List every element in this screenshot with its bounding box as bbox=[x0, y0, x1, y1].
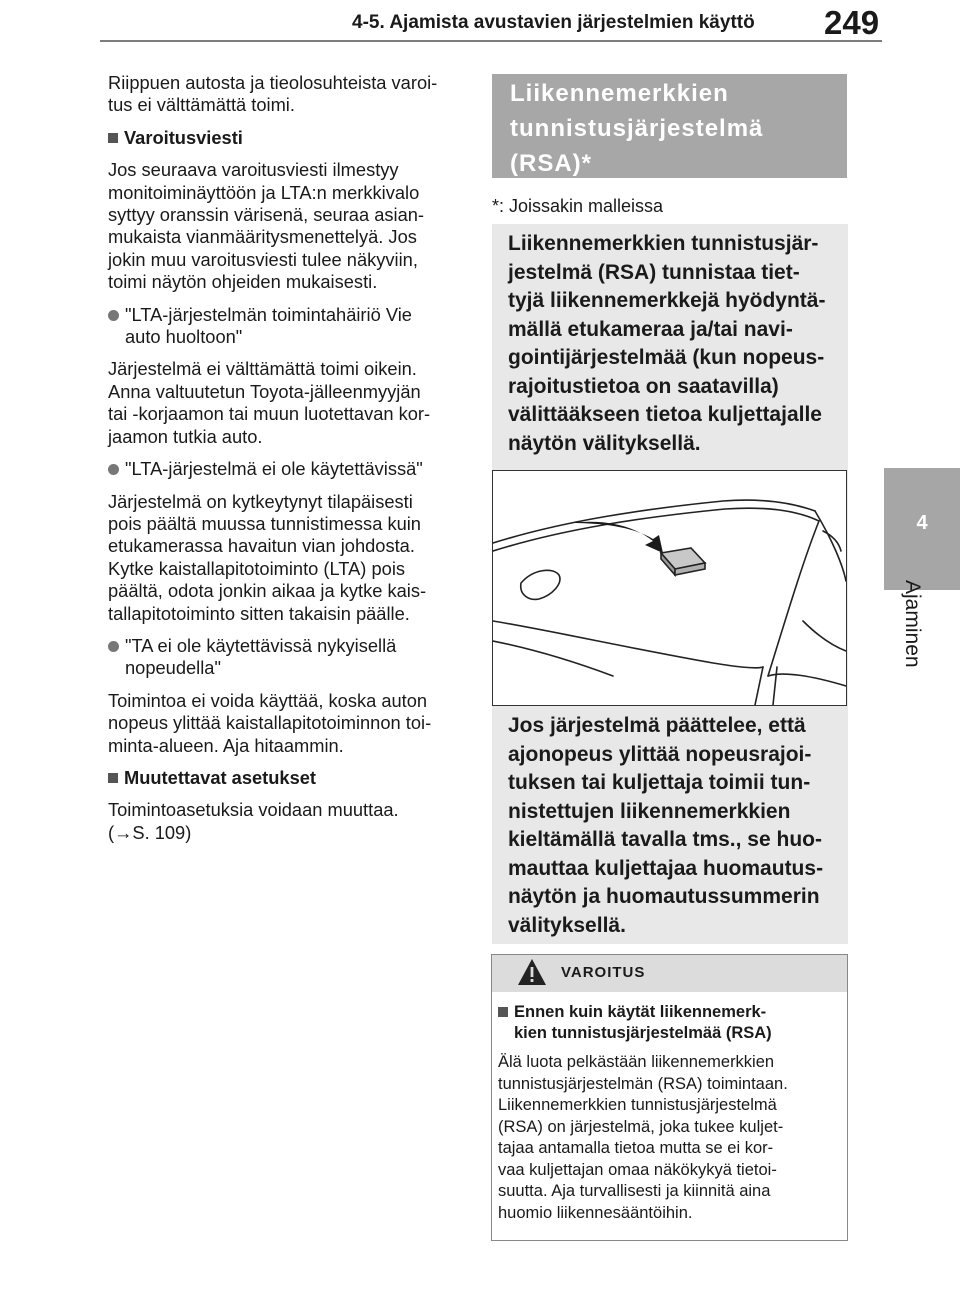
intro-paragraph: Riippuen autosta ja tieolosuhteista varoi- tus ei välttämättä toimi. bbox=[108, 72, 438, 116]
message-text: "TA ei ole käytettävissä nykyisellä nopeudella" bbox=[125, 634, 397, 679]
message-item bbox=[108, 458, 470, 480]
footnote: *: Joissakin malleissa bbox=[492, 196, 664, 216]
warning-title: VAROITUS bbox=[561, 964, 646, 981]
left-column bbox=[108, 72, 470, 854]
subheading-settings bbox=[108, 767, 470, 789]
section-title: Liikennemerkkien tunnistusjärjestelmä (RSA)* bbox=[510, 80, 764, 177]
paragraph: Järjestelmä on kytkeytynyt tilapäisesti pois päältä muussa tunnistimessa kuin etukamerassa havaitun vian johdosta. Kytke kaistallapitotoiminto (LTA) pois päältä, odota jonkin aikaa ja kytke kais- tallapitotoiminto sitten takaisin päälle. bbox=[108, 490, 427, 624]
square-bullet-icon bbox=[108, 133, 118, 143]
subheading-text: Varoitusviesti bbox=[124, 126, 243, 148]
paragraph: Toimintoasetuksia voidaan muuttaa. (→S. 109) bbox=[108, 799, 399, 843]
warning-body: Älä luota pelkästään liikennemerkkien tunnistusjärjestelmän (RSA) toimintaan. Liikennemerkkien tunnistusjärjestelmä (RSA) on järjestelmä, joka tukee kuljet- tajaa antamalla tietoa mutta se ei kor- vaa kuljettajan omaa näkökykyä tietoi- suutta. Aja turvallisesti ja kiinnitä aina huomio liikennesääntöihin. bbox=[498, 1053, 788, 1222]
paragraph: Järjestelmä ei välttämättä toimi oikein. Anna valtuutetun Toyota-jälleenmyyjän tai -korjaamon tai muun luotettavan kor- jaamon tutkia auto. bbox=[108, 358, 431, 447]
section-header: 4-5. Ajamista avustavien järjestelmien käyttö bbox=[352, 12, 755, 33]
subheading-text: Muutettavat asetukset bbox=[124, 766, 317, 788]
message-text: "LTA-järjestelmän toimintahäiriö Vie auto huoltoon" bbox=[125, 303, 412, 348]
warning-triangle-icon bbox=[516, 957, 548, 992]
windshield-camera-icon bbox=[493, 471, 846, 705]
round-bullet-icon bbox=[108, 641, 119, 652]
message-item bbox=[108, 635, 470, 680]
chapter-label: Ajaminen bbox=[901, 580, 924, 668]
paragraph: Toimintoa ei voida käyttää, koska auton nopeus ylittää kaistallapitotoiminnon toi- minta-alueen. Aja hitaammin. bbox=[108, 689, 432, 756]
square-bullet-icon bbox=[498, 1007, 508, 1017]
chapter-number: 4 bbox=[916, 512, 928, 534]
rsa-warning-description: Jos järjestelmä päättelee, että ajonopeus ylittää nopeusrajoi- tuksen tai kuljettaja toimii tun- nistettujen liikennemerkkien kieltämällä tavalla tms., se huo- mauttaa kuljettajaa huomautus- näytön ja huomautussummerin välityksellä. bbox=[508, 714, 824, 937]
message-text: "LTA-järjestelmä ei ole käytettävissä" bbox=[125, 458, 423, 480]
round-bullet-icon bbox=[108, 310, 119, 321]
square-bullet-icon bbox=[108, 773, 118, 783]
subheading-warning-message bbox=[108, 127, 470, 149]
message-item bbox=[108, 304, 470, 349]
page-number: 249 bbox=[824, 4, 880, 41]
windshield-camera-illustration bbox=[492, 470, 847, 706]
warning-subheading-text: Ennen kuin käytät liikennemerk- kien tunnistusjärjestelmää (RSA) bbox=[514, 1003, 772, 1042]
paragraph: Jos seuraava varoitusviesti ilmestyy monitoiminäyttöön ja LTA:n merkkivalo syttyy oranssin värisenä, seuraa asian- mukaista vianmääritysmenettelyä. Jos jokin muu varoitusviesti tulee näkyviin, toimi näytön ohjeiden mukaisesti. bbox=[108, 159, 425, 293]
header-divider bbox=[100, 40, 882, 42]
round-bullet-icon bbox=[108, 464, 119, 475]
warning-subheading bbox=[498, 1002, 838, 1044]
rsa-description: Liikennemerkkien tunnistusjär- jestelmä (RSA) tunnistaa tiet- tyjä liikennemerkkejä hyödyntä- mällä etukameraa ja/tai navi- gointijärjestelmää (kun nopeus- rajoitustietoa on saatavilla) välittääkseen tietoa kuljettajalle näytön välityksellä. bbox=[508, 232, 826, 455]
